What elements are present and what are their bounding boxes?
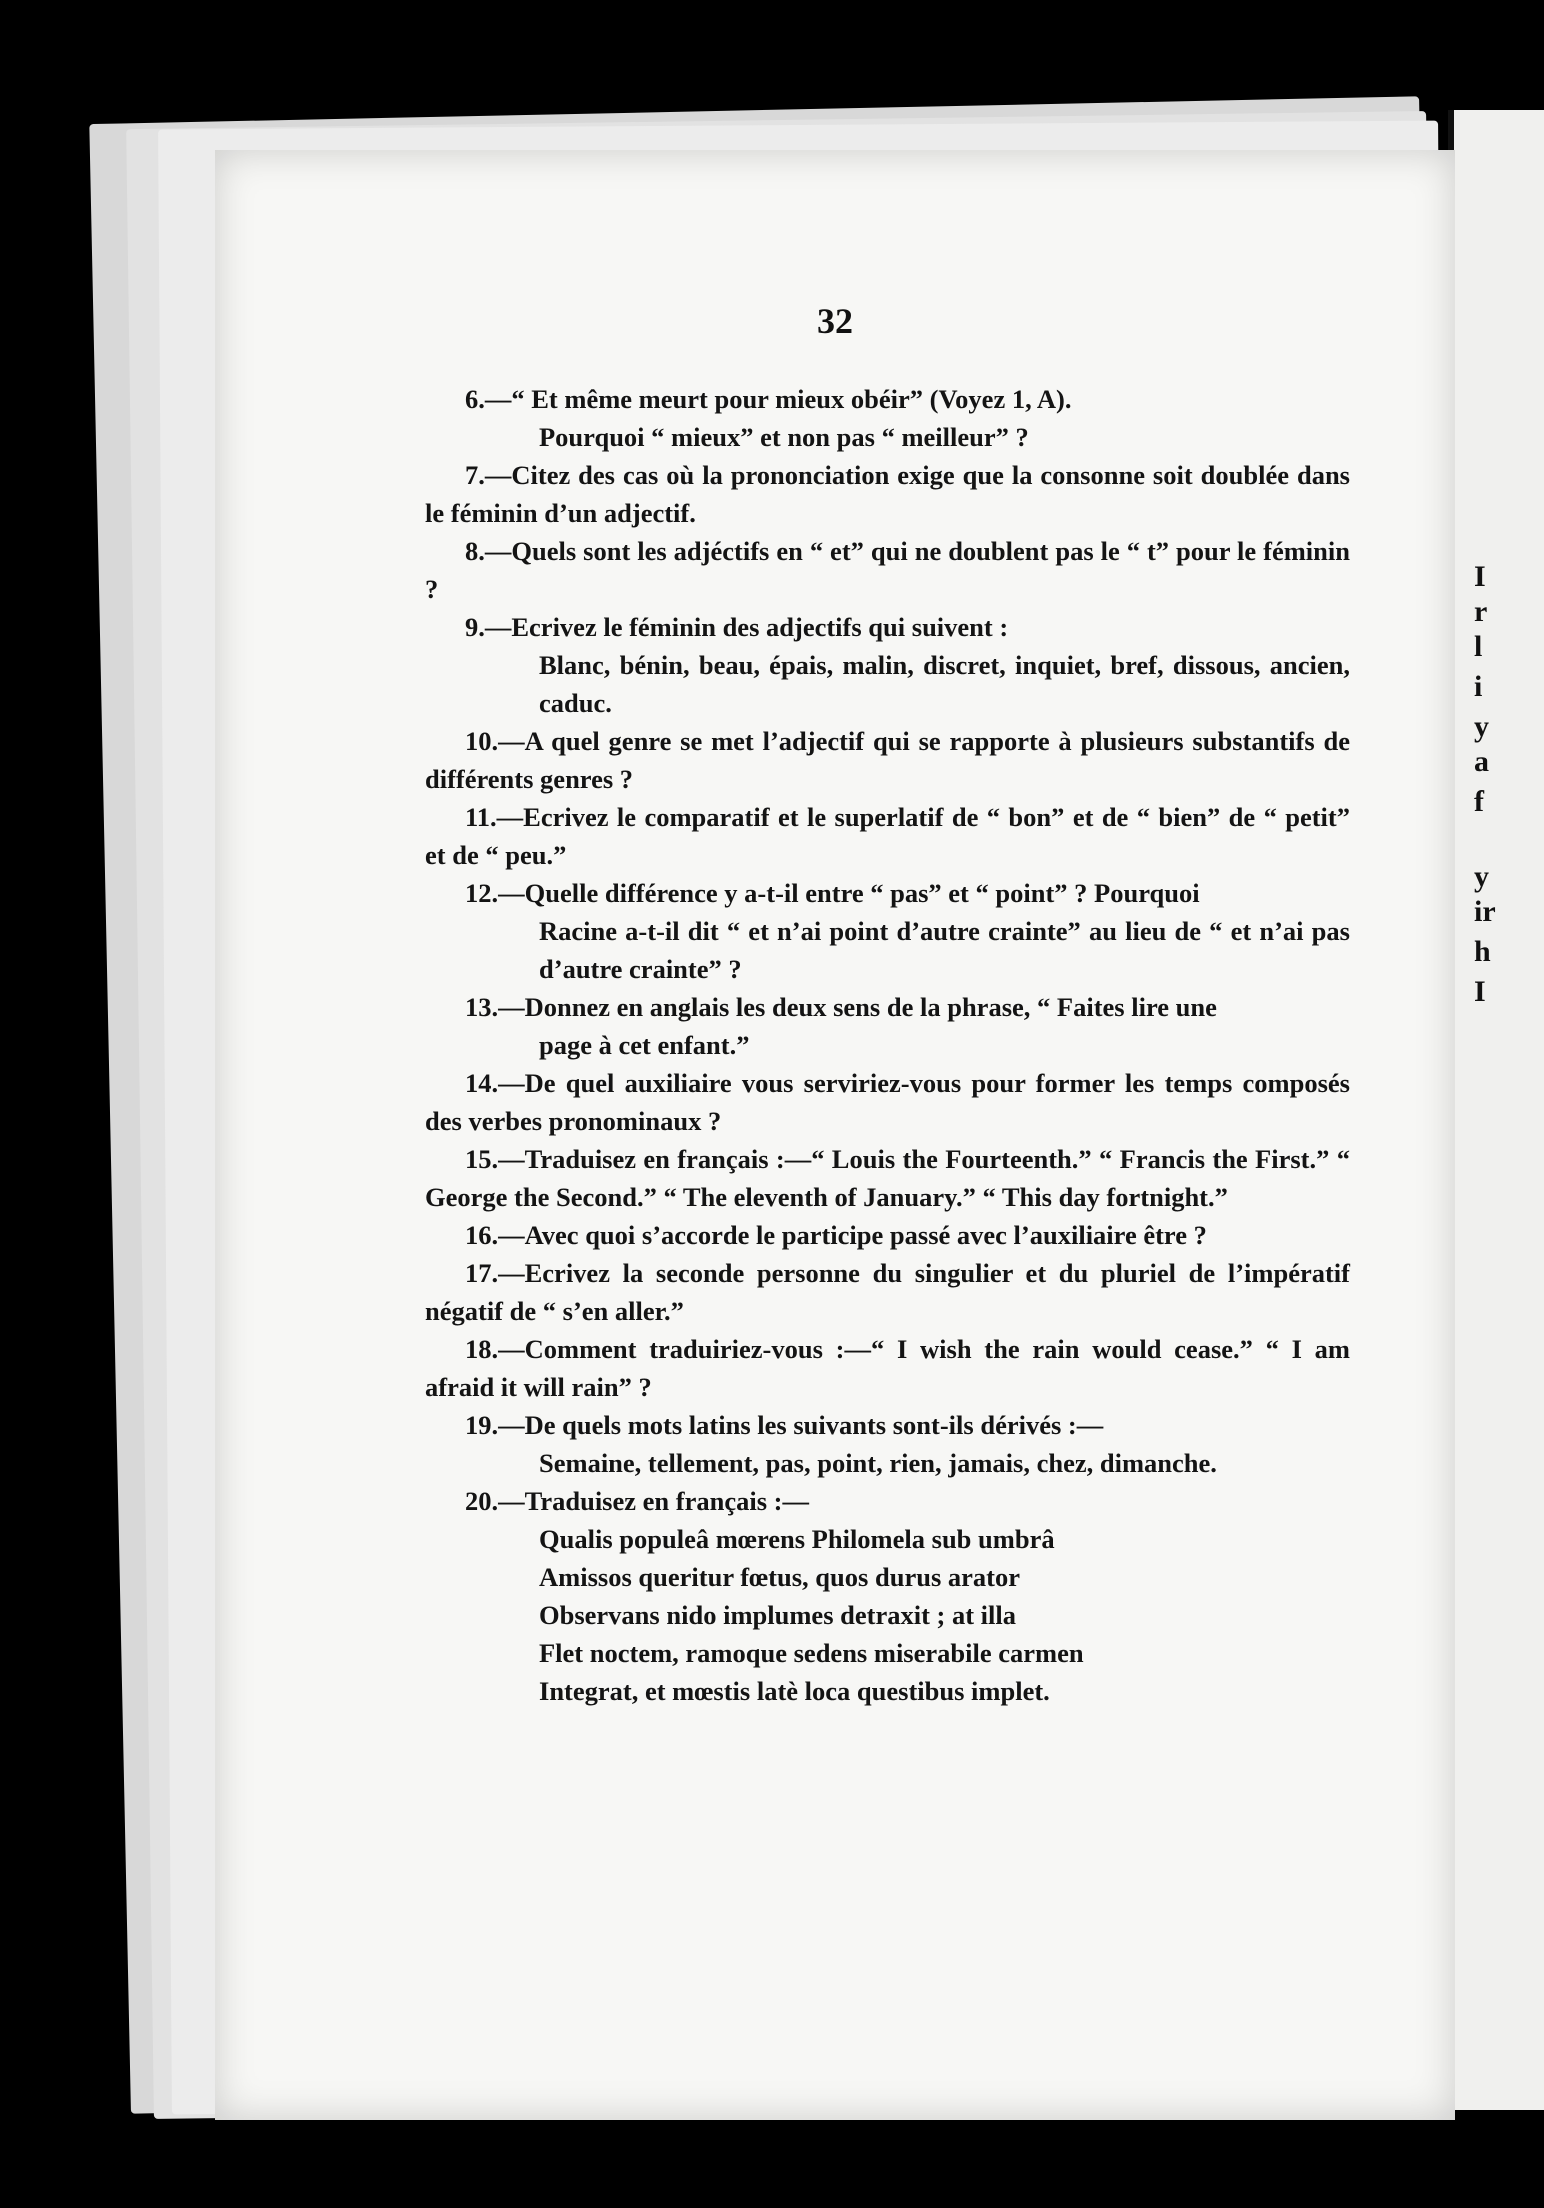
adjacent-page-fragment: I <box>1474 560 1486 593</box>
question-text: —De quels mots latins les suivants sont-ils dérivés :— <box>498 1410 1104 1440</box>
adjacent-page-fragment: y <box>1474 860 1489 893</box>
verse-line: Observans nido implumes detraxit ; at illa <box>539 1600 1017 1630</box>
question-number: 7. <box>465 460 485 490</box>
question-number: 14. <box>465 1068 499 1098</box>
question-text: —“ Et même meurt pour mieux obéir” (Voyez 1, A). <box>484 384 1072 414</box>
question-19 <box>425 1406 1350 1482</box>
question-text: —Comment traduiriez-vous :—“ I wish the rain would cease.” “ I am afraid it will rain” ? <box>425 1334 1350 1402</box>
verse-line: Qualis populeâ mœrens Philomela sub umbrâ <box>539 1524 1055 1554</box>
question-text: —Avec quoi s’accorde le participe passé avec l’auxiliaire être ? <box>498 1220 1207 1250</box>
question-text: —Quelle différence y a-t-il entre “ pas” et “ point” ? Pourquoi <box>498 878 1200 908</box>
adjacent-page-fragment: I <box>1474 975 1486 1008</box>
question-number: 15. <box>465 1144 499 1174</box>
question-20 <box>425 1482 1350 1520</box>
question-6 <box>425 380 1350 456</box>
question-number: 16. <box>465 1220 499 1250</box>
question-9 <box>425 608 1350 722</box>
question-text: —Quels sont les adjéctifs en “ et” qui ne doublent pas le “ t” pour le féminin ? <box>425 536 1350 604</box>
adjacent-page-fragment: r <box>1474 595 1488 628</box>
question-10 <box>425 722 1350 798</box>
question-17 <box>425 1254 1350 1330</box>
question-continuation: Semaine, tellement, pas, point, rien, jamais, chez, dimanche. <box>539 1448 1217 1478</box>
latin-verse <box>425 1520 1350 1710</box>
question-continuation: Racine a-t-il dit “ et n’ai point d’autre crainte” au lieu de “ et n’ai pas d’autre crainte” ? <box>539 916 1350 984</box>
question-number: 9. <box>465 612 485 642</box>
adjacent-page <box>1448 110 1544 2110</box>
adjacent-page-fragment: i <box>1474 670 1483 703</box>
adjacent-page-fragment: y <box>1474 710 1489 743</box>
adjacent-page-fragment: f <box>1474 785 1484 818</box>
question-8 <box>425 532 1350 608</box>
adjacent-page-fragment: a <box>1474 745 1489 778</box>
question-11 <box>425 798 1350 874</box>
question-16 <box>425 1216 1350 1254</box>
question-number: 13. <box>465 992 499 1022</box>
question-number: 8. <box>465 536 485 566</box>
question-continuation: Blanc, bénin, beau, épais, malin, discret, inquiet, bref, dissous, ancien, caduc. <box>539 650 1350 718</box>
question-number: 11. <box>465 802 497 832</box>
question-number: 10. <box>465 726 499 756</box>
adjacent-page-fragment: h <box>1474 935 1491 968</box>
question-text: —Ecrivez le comparatif et le superlatif de “ bon” et de “ bien” de “ petit” et de “ peu.” <box>425 802 1350 870</box>
question-7 <box>425 456 1350 532</box>
question-number: 18. <box>465 1334 499 1364</box>
page-number: 32 <box>817 301 853 341</box>
adjacent-page-fragment: ir <box>1474 895 1496 928</box>
question-number: 20. <box>465 1486 499 1516</box>
question-text: —De quel auxiliaire vous serviriez-vous pour former les temps composés des verbes pronominaux ? <box>425 1068 1350 1136</box>
book-page <box>215 150 1455 2120</box>
question-text: —Donnez en anglais les deux sens de la phrase, “ Faites lire une <box>498 992 1217 1022</box>
question-text: —Traduisez en français :— <box>498 1486 809 1516</box>
question-list <box>425 380 1350 1710</box>
question-13 <box>425 988 1350 1064</box>
question-number: 19. <box>465 1410 499 1440</box>
question-18 <box>425 1330 1350 1406</box>
question-12 <box>425 874 1350 988</box>
question-continuation: page à cet enfant.” <box>539 1030 750 1060</box>
question-number: 6. <box>465 384 485 414</box>
verse-line: Flet noctem, ramoque sedens miserabile carmen <box>539 1638 1084 1668</box>
question-text: —Ecrivez le féminin des adjectifs qui suivent : <box>484 612 1009 642</box>
question-number: 17. <box>465 1258 499 1288</box>
question-continuation: Pourquoi “ mieux” et non pas “ meilleur” ? <box>539 422 1029 452</box>
question-text: —Traduisez en français :—“ Louis the Fourteenth.” “ Francis the First.” “ George the Second.” “ The eleventh of January.” “ This day fortnight.” <box>425 1144 1350 1212</box>
question-text: —A quel genre se met l’adjectif qui se rapporte à plusieurs substantifs de différents genres ? <box>425 726 1350 794</box>
verse-line: Amissos queritur fœtus, quos durus arator <box>539 1562 1020 1592</box>
question-text: —Ecrivez la seconde personne du singulier et du pluriel de l’impératif négatif de “ s’en aller.” <box>425 1258 1350 1326</box>
question-15 <box>425 1140 1350 1216</box>
adjacent-page-fragment: l <box>1474 630 1483 663</box>
question-number: 12. <box>465 878 499 908</box>
verse-line: Integrat, et mœstis latè loca questibus implet. <box>539 1676 1050 1706</box>
question-14 <box>425 1064 1350 1140</box>
question-text: —Citez des cas où la prononciation exige que la consonne soit doublée dans le féminin d’un adjectif. <box>425 460 1350 528</box>
